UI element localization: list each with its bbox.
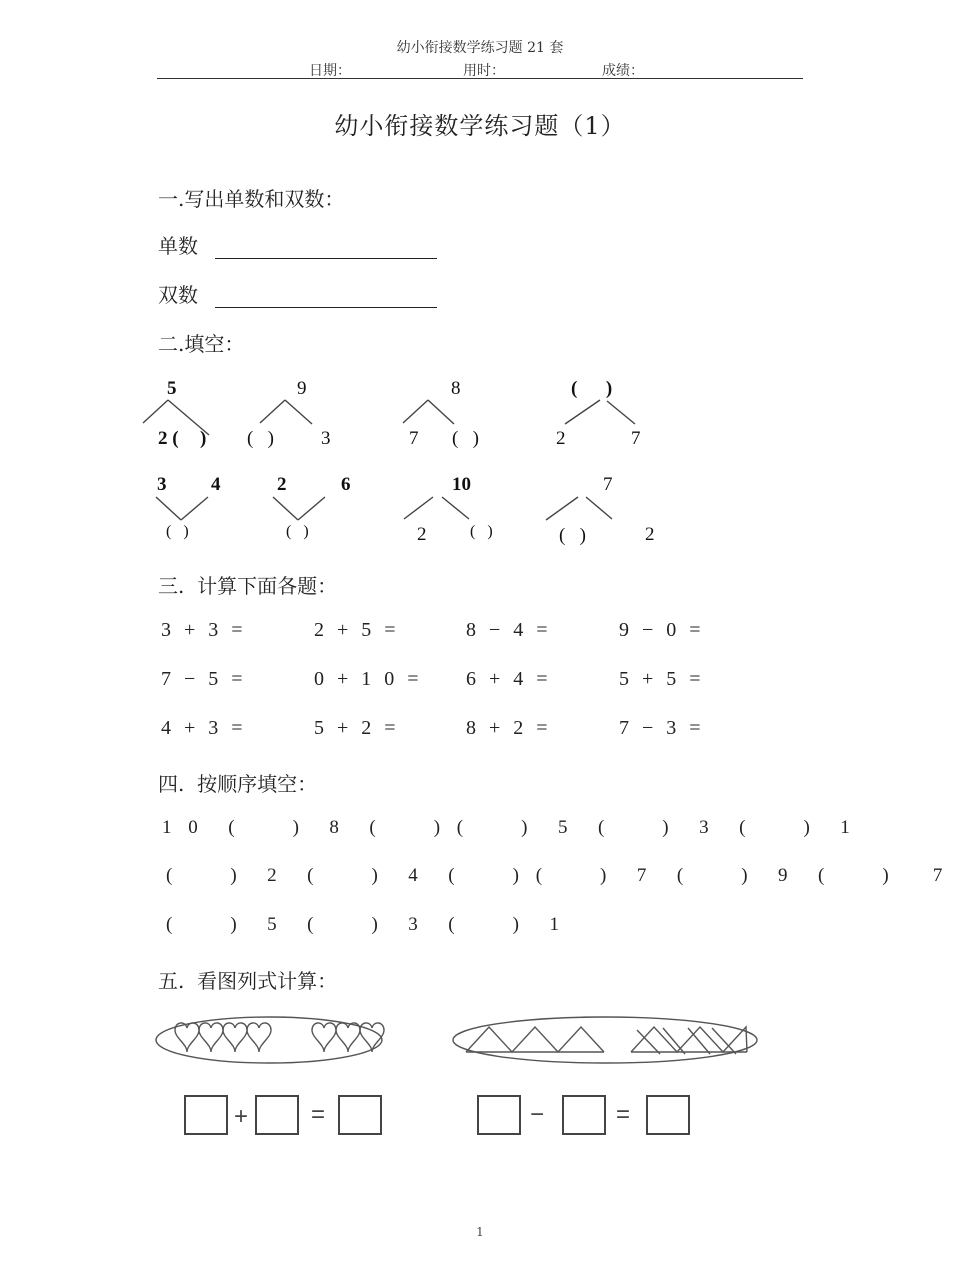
equation-r2-c2: 0 + 1 0 = <box>314 668 421 690</box>
page-number: 1 <box>476 1225 484 1239</box>
cross-out-strokes <box>637 1028 736 1054</box>
bond-8-left[interactable]: ( ) <box>559 525 586 546</box>
equals-sign-right: = <box>616 1101 631 1128</box>
hearts-ellipse <box>156 1017 382 1063</box>
bond-4-right: 7 <box>631 428 641 449</box>
answer-box-1[interactable] <box>184 1095 228 1135</box>
heart-icons <box>175 1023 384 1052</box>
section5-heading: 五. 看图列式计算： <box>158 969 338 993</box>
equation-r3-c3: 8 + 2 = <box>466 717 550 739</box>
bond-1-left[interactable]: 2 ( <box>158 428 179 449</box>
minus-sign: − <box>530 1101 545 1128</box>
equation-r3-c4: 7 − 3 = <box>619 717 703 739</box>
odd-answer-line[interactable] <box>215 258 437 259</box>
equation-r1-c1: 3 + 3 = <box>161 619 245 641</box>
equation-r2-c3: 6 + 4 = <box>466 668 550 690</box>
bond-6-bottom[interactable]: ( ) <box>286 523 309 540</box>
answer-box-2[interactable] <box>255 1095 299 1135</box>
bond-6-left-top: 2 <box>277 474 287 495</box>
bond-1-top: 5 <box>167 378 177 399</box>
equation-r1-c2: 2 + 5 = <box>314 619 398 641</box>
answer-box-5[interactable] <box>562 1095 606 1135</box>
equation-r2-c1: 7 − 5 = <box>161 668 245 690</box>
bond-8-right: 2 <box>645 524 655 545</box>
section3-heading: 三. 计算下面各题： <box>158 574 338 598</box>
equation-r3-c1: 4 + 3 = <box>161 717 245 739</box>
score-label: 成绩： <box>602 63 644 79</box>
sequence-row-3[interactable]: ( ) 5 ( ) 3 ( ) 1 <box>166 914 562 935</box>
section4-heading: 四. 按顺序填空： <box>158 772 318 796</box>
sequence-row-2[interactable]: ( ) 2 ( ) 4 ( ) ( ) 7 ( ) 9 ( ) 7 <box>166 865 946 886</box>
bond-7-top: 10 <box>452 474 471 495</box>
equals-sign-left: = <box>311 1101 326 1128</box>
answer-box-3[interactable] <box>338 1095 382 1135</box>
section2-heading: 二.填空： <box>158 332 245 356</box>
header-rule <box>157 78 803 79</box>
equation-r2-c4: 5 + 5 = <box>619 668 703 690</box>
bond-2-top: 9 <box>297 378 307 399</box>
odd-label: 单数 <box>158 234 198 258</box>
bond-3-left: 7 <box>409 428 419 449</box>
bond-1-right[interactable]: ) <box>200 428 207 449</box>
bond-2-left[interactable]: ( ) <box>247 428 274 449</box>
bond-4-left: 2 <box>556 428 566 449</box>
bond-5-bottom[interactable]: ( ) <box>166 523 189 540</box>
answer-box-4[interactable] <box>477 1095 521 1135</box>
bond-5-left-top: 3 <box>157 474 167 495</box>
bond-7-left: 2 <box>417 524 427 545</box>
triangles-ellipse <box>453 1017 757 1063</box>
triangle-icons <box>466 1027 747 1052</box>
equation-r1-c3: 8 − 4 = <box>466 619 550 641</box>
sequence-row-1[interactable]: 1 0 ( ) 8 ( ) ( ) 5 ( ) 3 ( ) 1 <box>162 817 853 838</box>
equation-r3-c2: 5 + 2 = <box>314 717 398 739</box>
bond-5-right-top: 4 <box>211 474 221 495</box>
even-answer-line[interactable] <box>215 307 437 308</box>
equation-r1-c4: 9 − 0 = <box>619 619 703 641</box>
answer-box-6[interactable] <box>646 1095 690 1135</box>
bond-4-top[interactable]: ( ) <box>571 378 613 399</box>
bond-6-right-top: 6 <box>341 474 351 495</box>
date-label: 日期： <box>309 63 351 79</box>
bond-7-right[interactable]: ( ) <box>470 523 493 540</box>
time-label: 用时： <box>463 63 505 79</box>
bond-2-right: 3 <box>321 428 331 449</box>
section1-heading: 一.写出单数和双数： <box>158 187 345 211</box>
even-label: 双数 <box>158 283 198 307</box>
document-title: 幼小衔接数学练习题（1） <box>334 112 626 140</box>
bond-3-top: 8 <box>451 378 461 399</box>
bond-8-top: 7 <box>603 474 613 495</box>
bond-3-right[interactable]: ( ) <box>452 428 479 449</box>
header-title: 幼小衔接数学练习题 21 套 <box>396 40 564 56</box>
plus-sign: + <box>234 1103 249 1130</box>
